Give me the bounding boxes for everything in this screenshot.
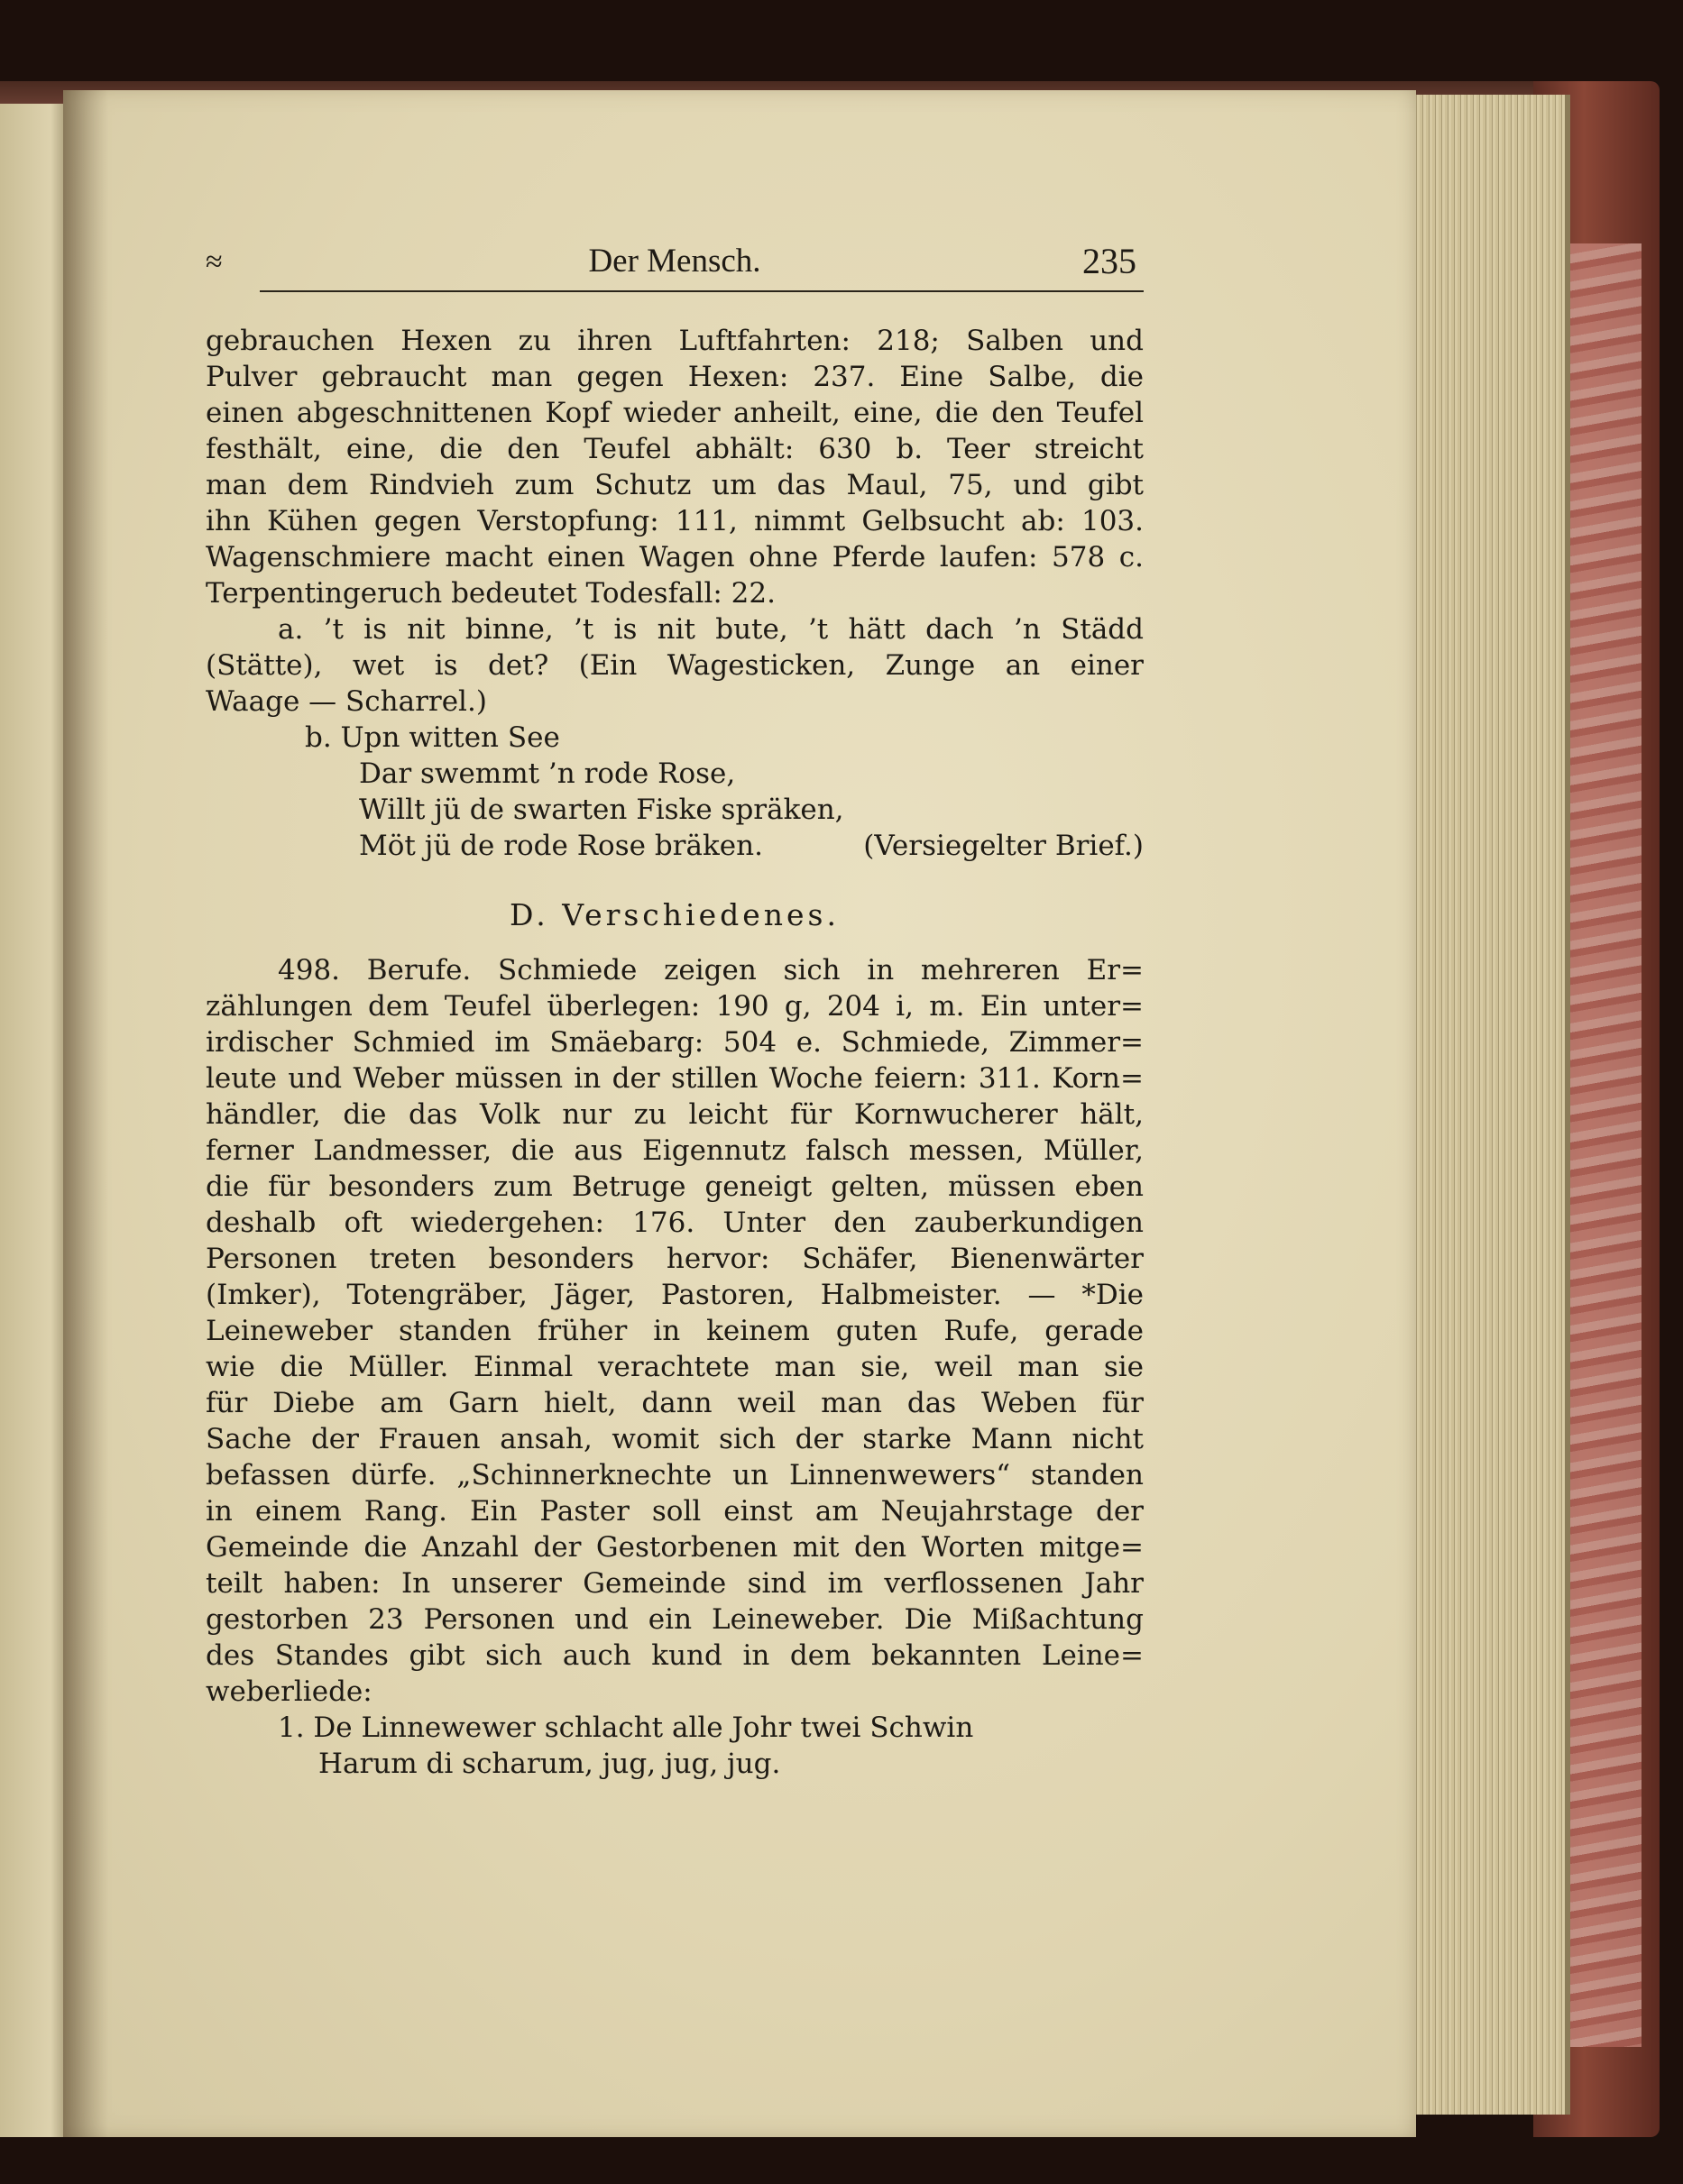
text-line: 1. De Linnewewer schlacht alle Johr twei Schwin [278,1711,974,1744]
text-line: wie die Müller. Einmal verachtete man sie, weil man sie [206,1351,1144,1383]
text-line [206,828,1144,864]
gutter-shadow [63,90,108,2137]
text-line: die für besonders zum Betruge geneigt gelten, müssen eben [206,1170,1144,1203]
text-line: 498. Berufe. Schmiede zeigen sich in mehreren Er= [278,954,1144,986]
riddle-answer: (Versiegelter Brief.) [863,830,1144,862]
paragraph-remedies [206,323,1144,611]
text-line: des Standes gibt sich auch kund in dem bekannten Leine= [206,1639,1144,1672]
text-line: in einem Rang. Ein Paster soll einst am Neujahrstage der [206,1495,1144,1528]
verse-line: Möt jü de rode Rose bräken. [359,830,763,862]
header-rule [260,290,1144,292]
text-line: gestorben 23 Personen und ein Leineweber. Die Mißachtung [206,1603,1144,1636]
text-line: Gemeinde die Anzahl der Gestorbenen mit den Worten mitge= [206,1531,1144,1564]
text-line: Pulver gebraucht man gegen Hexen: 237. Eine Salbe, die [206,361,1144,393]
text-line: (Stätte), wet is det? (Ein Wagesticken, Zunge an einer [206,649,1144,682]
text-line: b. Upn witten See [305,721,560,754]
text-line: irdischer Schmied im Smäebarg: 504 e. Schmiede, Zimmer= [206,1026,1144,1059]
text-line: weberliede: [206,1675,372,1708]
text-line: a. ’t is nit binne, ’t is nit bute, ’t hätt dach ’n Städd [278,613,1144,646]
running-title: Der Mensch. [588,243,761,280]
running-header [206,236,1144,290]
text-line: gebrauchen Hexen zu ihren Luftfahrten: 218; Salben und [206,325,1144,357]
page-block-edge [1407,95,1570,2115]
text-line: Terpentingeruch bedeutet Todesfall: 22. [206,577,776,610]
riddle-a [206,611,1144,720]
text-line: leute und Weber müssen in der stillen Woche feiern: 311. Korn= [206,1062,1144,1095]
text-line: Sache der Frauen ansah, womit sich der starke Mann nicht [206,1423,1144,1455]
signature-mark: ≈ [206,245,223,279]
marbled-edge [1569,243,1642,2047]
text-line: teilt haben: In unserer Gemeinde sind im verflossenen Jahr [206,1567,1144,1600]
text-line: Harum di scharum, jug, jug, jug. [318,1748,781,1780]
facing-page [0,104,72,2137]
text-line: für Diebe am Garn hielt, dann weil man das Weben für [206,1387,1144,1419]
song-verse [206,1710,1144,1782]
text-line: Personen treten besonders hervor: Schäfer, Bienenwärter [206,1243,1144,1275]
text-line: händler, die das Volk nur zu leicht für Kornwucherer hält, [206,1098,1144,1131]
text-line: befassen dürfe. „Schinnerknechte un Linnenwewers“ standen [206,1459,1144,1491]
text-line: Wagenschmiere macht einen Wagen ohne Pferde laufen: 578 c. [206,541,1144,574]
page-text [206,236,1144,1782]
text-line: ihn Kühen gegen Verstopfung: 111, nimmt Gelbsucht ab: 103. [206,505,1144,537]
text-line: (Imker), Totengräber, Jäger, Pastoren, Halbmeister. — *Die [206,1279,1144,1311]
text-line: festhält, eine, die den Teufel abhält: 630 b. Teer streicht [206,433,1144,465]
paragraph-professions [206,952,1144,1710]
page-number: 235 [1082,241,1136,281]
text-line: Waage — Scharrel.) [206,685,487,718]
section-heading: D. Verschiedenes. [510,897,840,932]
text-line: man dem Rindvieh zum Schutz um das Maul, 75, und gibt [206,469,1144,501]
text-line: einen abgeschnittenen Kopf wieder anheilt, eine, die den Teufel [206,397,1144,429]
text-line: Dar swemmt ’n rode Rose, [359,757,736,790]
text-line: zählungen dem Teufel überlegen: 190 g, 204 i, m. Ein unter= [206,990,1144,1023]
text-line: deshalb oft wiedergehen: 176. Unter den zauberkundigen [206,1207,1144,1239]
text-line: ferner Landmesser, die aus Eigennutz falsch messen, Müller, [206,1134,1144,1167]
riddle-b [206,720,1144,864]
text-line: Leineweber standen früher in keinem guten Rufe, gerade [206,1315,1144,1347]
text-line: Willt jü de swarten Fiske spräken, [359,794,844,826]
